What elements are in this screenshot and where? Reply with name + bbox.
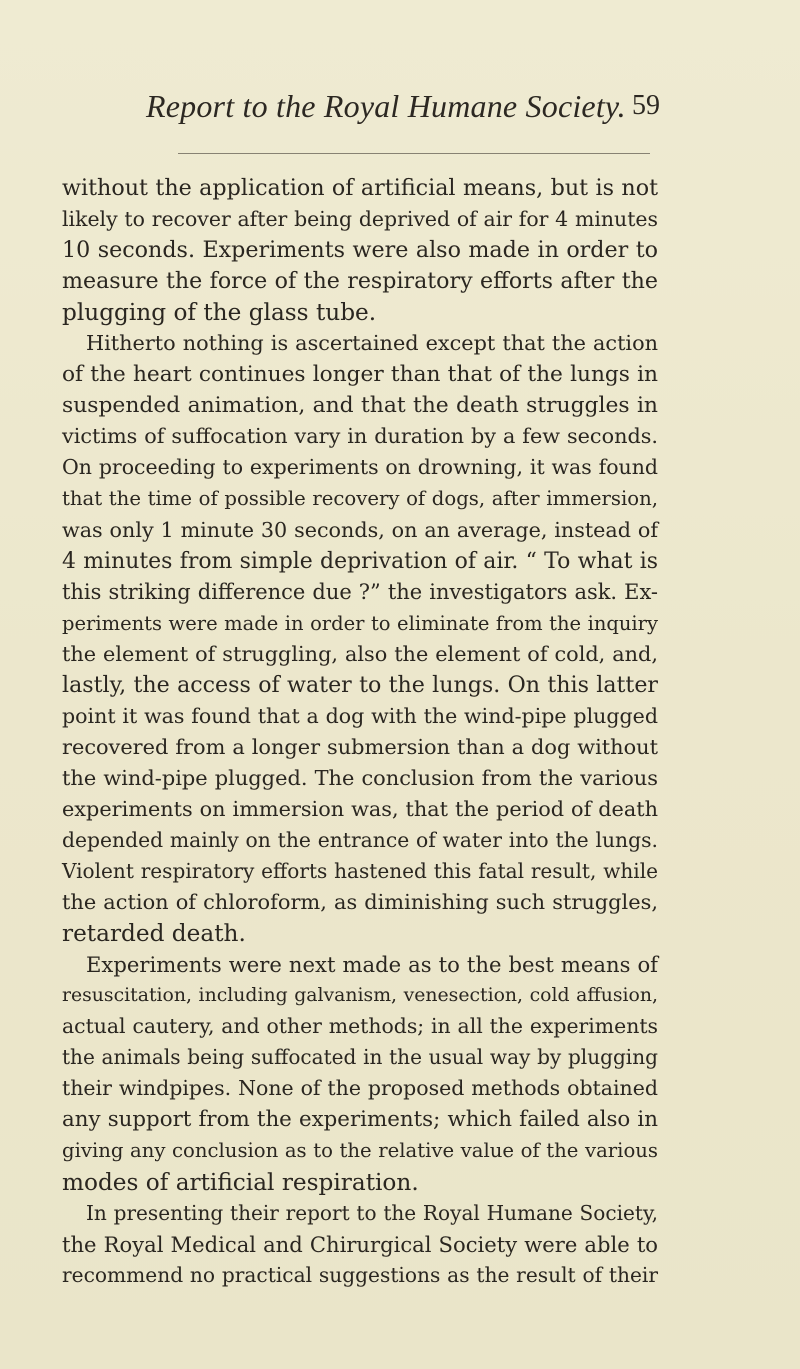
text-line: recommend no practical suggestions as the result of their (62, 1262, 658, 1287)
text-line: of the heart continues longer than that of the lungs in (62, 362, 658, 388)
text-line: the animals being suffocated in the usual way by plugging (62, 1045, 658, 1070)
text-line: point it was found that a dog with the wind-pipe plugged (62, 703, 658, 728)
text-line: the Royal Medical and Chirurgical Society were able to (62, 1231, 658, 1257)
header-rule (178, 153, 650, 154)
text-line: that the time of possible recovery of dogs, after immersion, (62, 487, 658, 511)
text-line: was only 1 minute 30 seconds, on an average, instead of (62, 517, 658, 542)
text-line: their windpipes. None of the proposed methods obtained (62, 1076, 658, 1101)
text-line: the wind-pipe plugged. The conclusion from the various (62, 765, 658, 790)
body-text (62, 173, 658, 1291)
text-line: the element of struggling, also the element of cold, and, (62, 641, 658, 666)
text-line: victims of suffocation vary in duration by a few seconds. (62, 424, 658, 449)
text-line: resuscitation, including galvanism, venesection, cold affusion, (62, 985, 658, 1007)
text-line: modes of artificial respiration. (62, 1168, 419, 1196)
text-line: giving any conclusion as to the relative value of the various (62, 1139, 658, 1163)
text-line: retarded death. (62, 920, 246, 948)
text-line: recovered from a longer submersion than a dog without (62, 734, 658, 759)
text-line: without the application of artificial means, but is not (62, 175, 658, 201)
text-line: this striking difference due ?” the investigators ask. Ex- (62, 579, 658, 604)
text-line: actual cautery, and other methods; in all the experiments (62, 1014, 658, 1039)
text-line: 10 seconds. Experiments were also made in order to (62, 237, 658, 264)
text-line: periments were made in order to eliminate from the inquiry (62, 611, 658, 635)
text-line: depended mainly on the entrance of water into the lungs. (62, 827, 658, 852)
text-line: suspended animation, and that the death struggles in (62, 393, 658, 419)
page-number: 59 (632, 90, 660, 121)
text-line: measure the force of the respiratory efforts after the (62, 268, 658, 295)
running-head (0, 86, 800, 134)
text-line: likely to recover after being deprived of air for 4 minutes (62, 207, 658, 232)
text-line: Violent respiratory efforts hastened this fatal result, while (62, 859, 658, 884)
running-head-title: Report to the Royal Humane Society. (146, 88, 626, 124)
text-line: experiments on immersion was, that the period of death (62, 796, 658, 821)
text-line: Experiments were next made as to the best means of (86, 952, 658, 978)
text-line: lastly, the access of water to the lungs. On this latter (62, 671, 658, 698)
text-line: Hitherto nothing is ascertained except that the action (86, 331, 658, 356)
text-line: the action of chloroform, as diminishing such struggles, (62, 890, 658, 915)
text-line: any support from the experiments; which failed also in (62, 1107, 658, 1133)
text-line: On proceeding to experiments on drowning, it was found (62, 455, 658, 480)
text-line: 4 minutes from simple deprivation of air. “ To what is (62, 548, 658, 574)
text-line: In presenting their report to the Royal Humane Society, (86, 1200, 658, 1225)
text-line: plugging of the glass tube. (62, 299, 377, 327)
